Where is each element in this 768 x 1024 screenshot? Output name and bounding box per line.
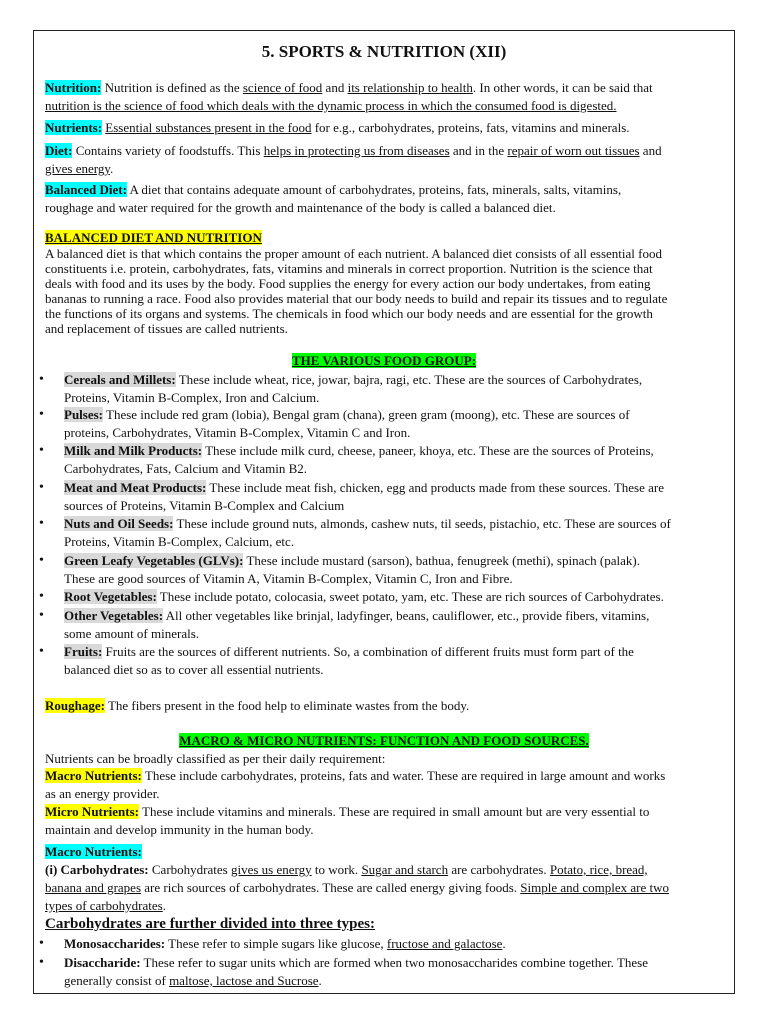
list-item-continuation: These are good sources of Vitamin A, Vitamin B-Complex, Vitamin C, Iron and Fibre. [64, 571, 513, 586]
macro-nutrients-heading: Macro Nutrients: [45, 844, 142, 859]
balanced-paragraph-line: deals with food and its uses by the body. Food supplies the energy for every action our body undertakes, from eating [45, 276, 651, 291]
list-item: Nuts and Oil Seeds: These include ground nuts, almonds, cashew nuts, til seeds, pistachio, etc. These are sources of [64, 516, 671, 531]
diet-label: Diet: [45, 143, 73, 158]
list-item-continuation: some amount of minerals. [64, 626, 200, 641]
bullet-icon: • [39, 516, 44, 531]
roughage-label: Roughage: [45, 698, 105, 713]
carbohydrates-paragraph: (i) Carbohydrates: Carbohydrates gives us energy to work. Sugar and starch are carbohydrates. Potato, rice, bread, [45, 862, 648, 877]
nutrition-definition-line2: nutrition is the science of food which deals with the dynamic process in which the consumed food is digested. [45, 98, 617, 113]
list-item: Milk and Milk Products: These include milk curd, cheese, paneer, khoya, etc. These are the sources of Proteins, [64, 443, 654, 458]
bullet-icon: • [39, 589, 44, 604]
balanced-paragraph-line: constituents i.e. protein, carbohydrates, fats, vitamins and minerals in correct proportion. Nutrition is the science that [45, 261, 653, 276]
macro-micro-heading: MACRO & MICRO NUTRIENTS: FUNCTION AND FOOD SOURCES. [179, 733, 589, 748]
disaccharide-item: Disaccharide: These refer to sugar units which are formed when two monosaccharides combine together. These [64, 955, 648, 970]
bullet-icon: • [39, 553, 44, 568]
list-item: Fruits: Fruits are the sources of different nutrients. So, a combination of different fruits must form part of the [64, 644, 634, 659]
bullet-icon: • [39, 936, 44, 951]
carbohydrates-paragraph-line2: banana and grapes are rich sources of carbohydrates. These are called energy giving foods. Simple and complex are two [45, 880, 670, 895]
bullet-icon: • [39, 955, 44, 970]
list-item: Root Vegetables: These include potato, colocasia, sweet potato, yam, etc. These are rich sources of Carbohydrates. [64, 589, 664, 604]
list-item: Meat and Meat Products: These include meat fish, chicken, egg and products made from these sources. These are [64, 480, 664, 495]
bullet-icon: • [39, 443, 44, 458]
page-title: 5. SPORTS & NUTRITION (XII) [261, 42, 507, 61]
list-item: Green Leafy Vegetables (GLVs): These include mustard (sarson), bathua, fenugreek (methi), spinach (palak). [64, 553, 640, 568]
bullet-icon: • [39, 372, 44, 387]
disaccharide-item-line2: generally consist of maltose, lactose and Sucrose. [64, 973, 322, 988]
macro-micro-intro: Nutrients can be broadly classified as per their daily requirement: [45, 751, 386, 766]
list-item-continuation: sources of Proteins, Vitamin B-Complex and Calcium [64, 498, 345, 513]
diet-definition: Diet: Contains variety of foodstuffs. This helps in protecting us from diseases and in the repair of worn out tissues and [45, 143, 662, 158]
micro-nutrients-definition: Micro Nutrients: These include vitamins and minerals. These are required in small amount but are very essential to [45, 804, 650, 819]
diet-definition-line2: gives energy. [45, 161, 114, 176]
balanced-diet-definition: Balanced Diet: A diet that contains adequate amount of carbohydrates, proteins, fats, minerals, salts, vitamins, [45, 182, 622, 197]
bullet-icon: • [39, 608, 44, 623]
list-item: Other Vegetables: All other vegetables like brinjal, ladyfinger, beans, cauliflower, etc., provide fibers, vitamins, [64, 608, 650, 623]
food-group-heading: THE VARIOUS FOOD GROUP: [291, 353, 477, 368]
macro-nutrients-definition: Macro Nutrients: These include carbohydrates, proteins, fats and water. These are required in large amount and works [45, 768, 666, 783]
balanced-diet-definition-line2: roughage and water required for the growth and maintenance of the body is called a balanced diet. [45, 200, 556, 215]
list-item-continuation: Carbohydrates, Fats, Calcium and Vitamin B2. [64, 461, 308, 476]
balanced-paragraph-line: A balanced diet is that which contains the proper amount of each nutrient. A balanced diet consists of all essential food [45, 246, 662, 261]
carbohydrate-types-heading: Carbohydrates are further divided into three types: [45, 916, 375, 932]
list-item-continuation: Proteins, Vitamin B-Complex, Iron and Calcium. [64, 390, 320, 405]
balanced-paragraph-line: bananas to running a race. Food also provides material that our body needs to build and repair its tissues and to regulate [45, 291, 668, 306]
bullet-icon: • [39, 407, 44, 422]
list-item-continuation: Proteins, Vitamin B-Complex, Calcium, etc. [64, 534, 295, 549]
bullet-icon: • [39, 644, 44, 659]
nutrients-label: Nutrients: [45, 120, 103, 135]
macro-nutrients-line2: as an energy provider. [45, 786, 160, 801]
roughage-definition: Roughage: The fibers present in the food help to eliminate wastes from the body. [45, 698, 470, 713]
bullet-icon: • [39, 480, 44, 495]
balanced-diet-heading: BALANCED DIET AND NUTRITION [45, 230, 262, 245]
nutrition-definition: Nutrition: Nutrition is defined as the science of food and its relationship to health. In other words, it can be said that [45, 80, 653, 95]
list-item: Cereals and Millets: These include wheat, rice, jowar, bajra, ragi, etc. These are the sources of Carbohydrates, [64, 372, 643, 387]
list-item: Pulses: These include red gram (lobia), Bengal gram (chana), green gram (moong), etc. These are sources of [64, 407, 630, 422]
balanced-paragraph-line: and replacement of tissues are called nutrients. [45, 321, 288, 336]
balanced-paragraph-line: the functions of its organs and systems. The chemicals in food which our body needs and are essential for the growth [45, 306, 653, 321]
list-item-continuation: proteins, Carbohydrates, Vitamin B-Complex, Vitamin C and Iron. [64, 425, 411, 440]
carbohydrates-paragraph-line3: types of carbohydrates. [45, 898, 166, 913]
nutrients-definition: Nutrients: Essential substances present in the food for e.g., carbohydrates, proteins, fats, vitamins and minerals. [45, 120, 630, 135]
nutrition-label: Nutrition: [45, 80, 102, 95]
list-item-continuation: balanced diet so as to cover all essential nutrients. [64, 662, 324, 677]
micro-nutrients-line2: maintain and develop immunity in the human body. [45, 822, 314, 837]
monosaccharides-item: Monosaccharides: These refer to simple sugars like glucose, fructose and galactose. [64, 936, 506, 951]
balanced-diet-label: Balanced Diet: [45, 182, 127, 197]
